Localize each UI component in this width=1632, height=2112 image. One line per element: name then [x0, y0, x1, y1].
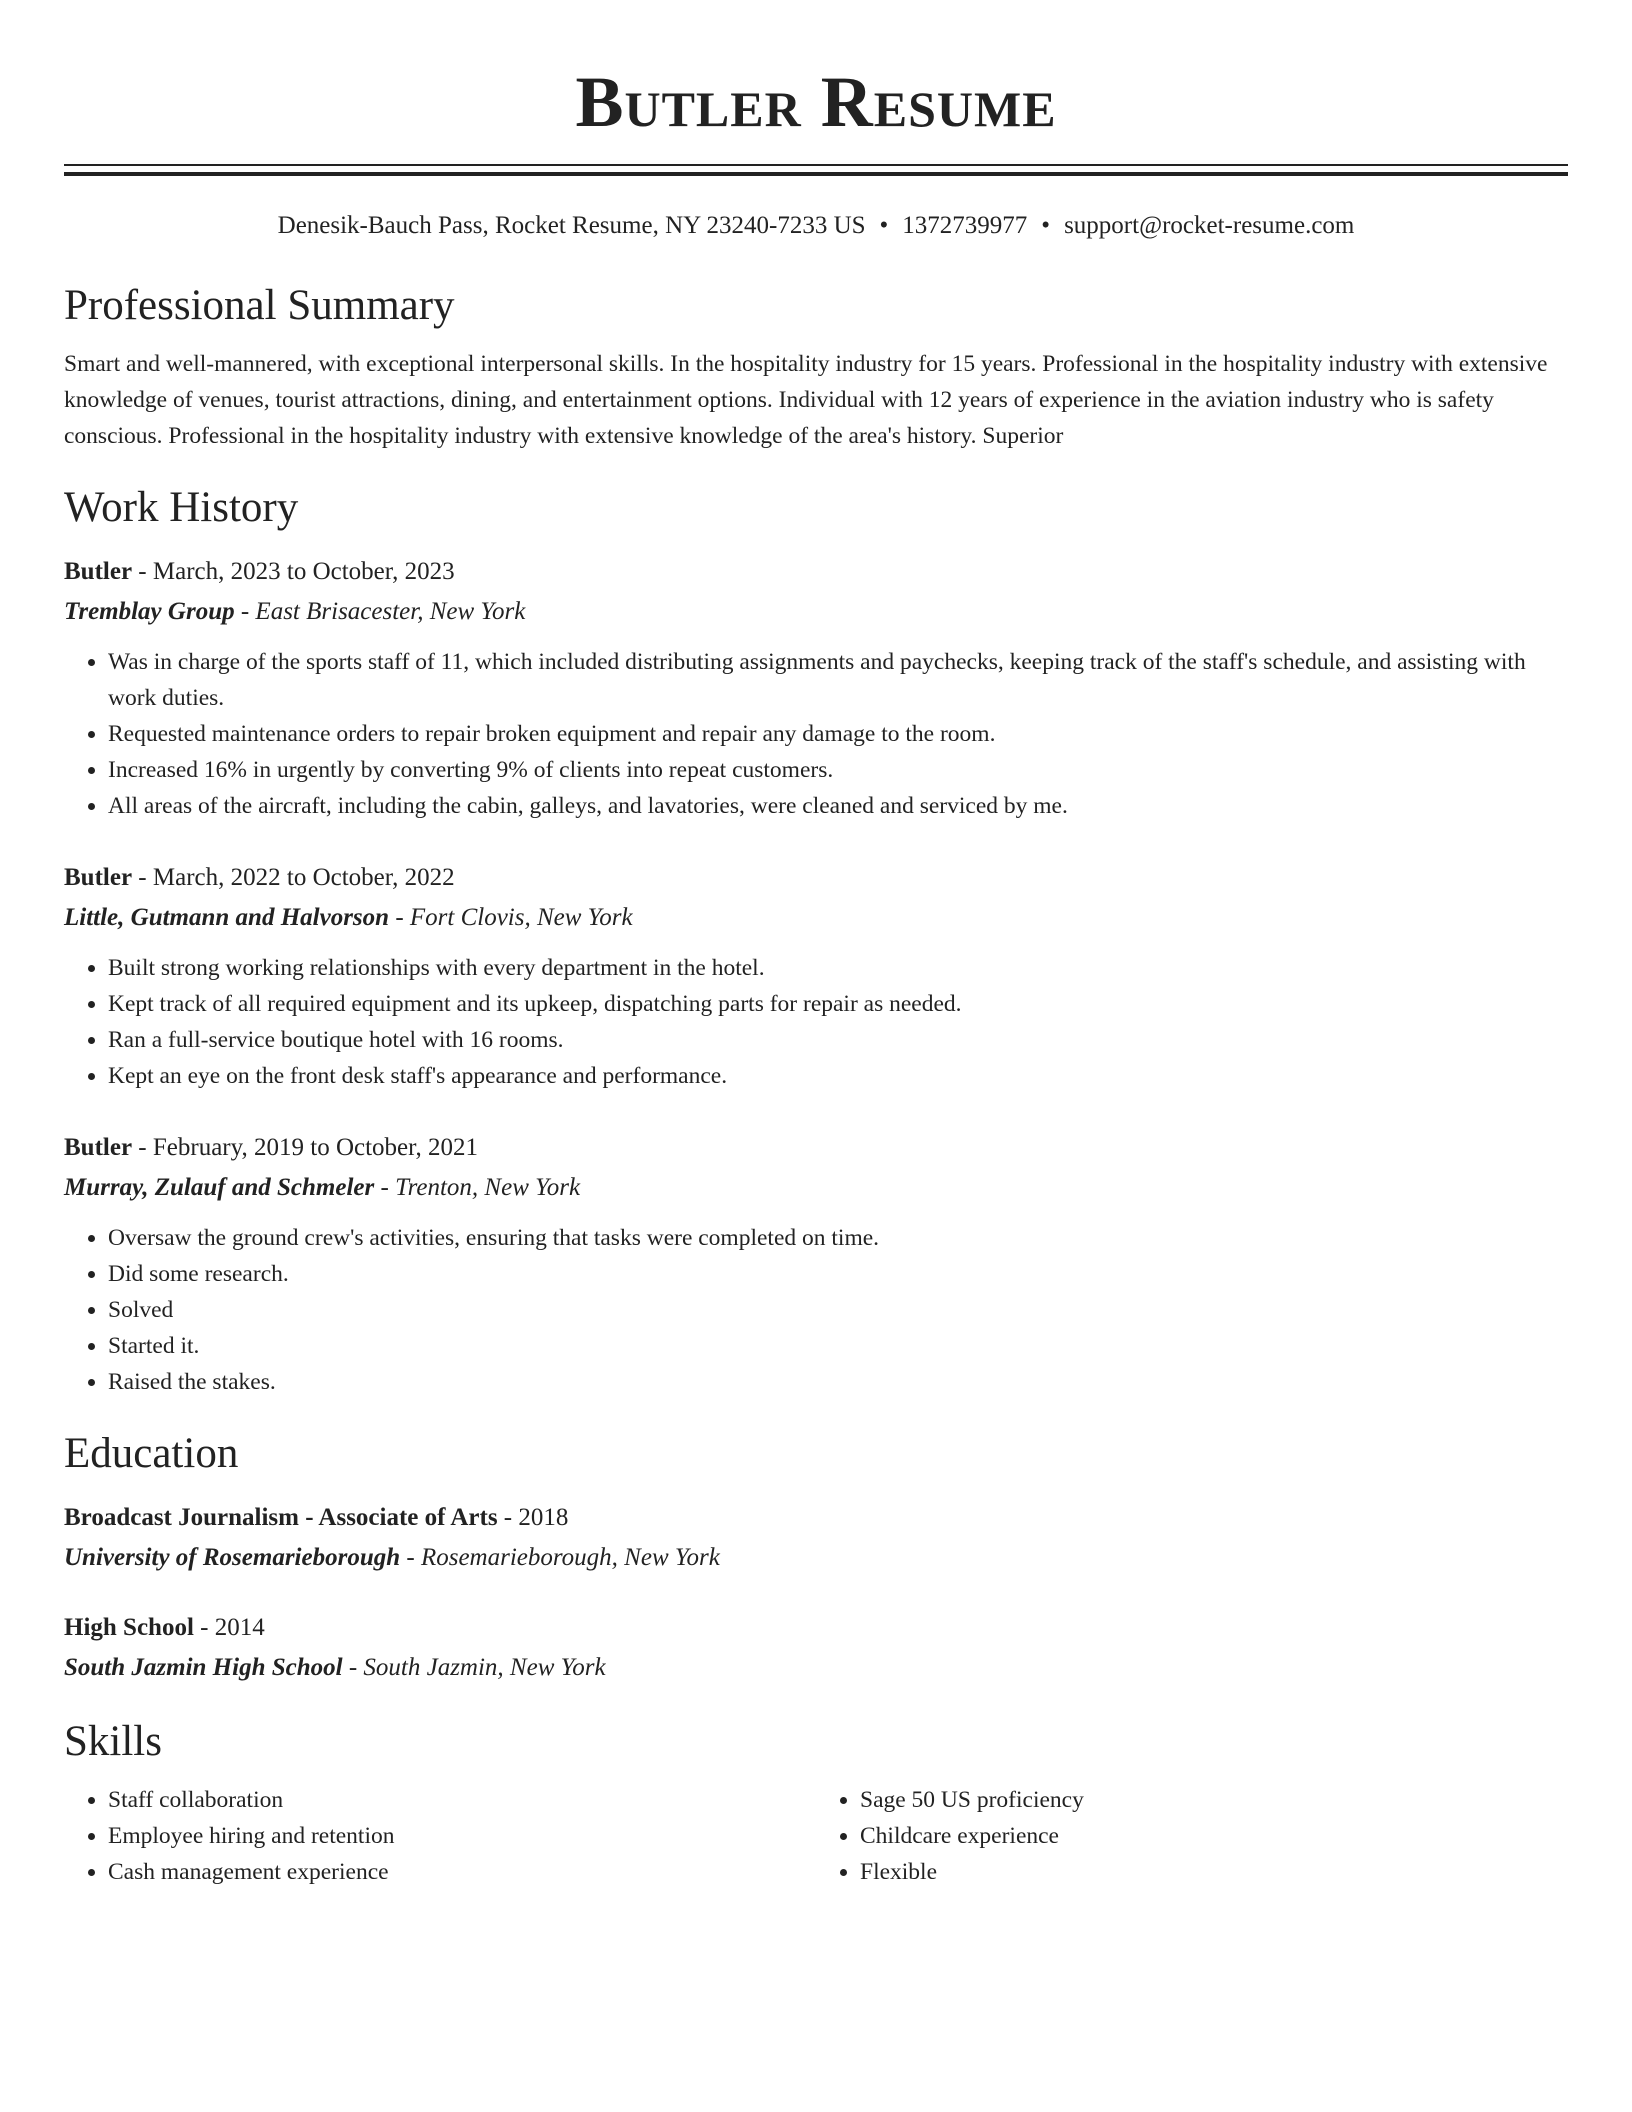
job-company: Tremblay Group — [64, 598, 235, 625]
school-line — [64, 1648, 1568, 1688]
graduation-year: 2018 — [518, 1504, 569, 1531]
job-dates: March, 2023 to October, 2023 — [152, 558, 455, 585]
dash: - — [132, 864, 153, 891]
job-bullets — [64, 644, 1568, 824]
list-item: • Increased 16% in urgently by converting 9% of clients into repeat customers. — [108, 752, 1568, 788]
school-location: South Jazmin, New York — [363, 1654, 606, 1681]
degree: High School — [64, 1614, 194, 1641]
summary-text: Smart and well-mannered, with exceptional interpersonal skills. In the hospitality industry for 15 years. Professional in the hospitality industry with extensive knowledge of venues, tourist attractions, dining, and entertainment options. Individual with 12 years of experience in the aviation industry who is safety conscious. Professional in the hospitality industry with extensive knowledge of the area's history. Superior — [64, 351, 1548, 449]
list-item: • Kept an eye on the front desk staff's appearance and performance. — [108, 1058, 1568, 1094]
list-item: • Requested maintenance orders to repair broken equipment and repair any damage to the room. — [108, 716, 1568, 752]
job-company-line — [64, 1168, 1568, 1208]
list-item: • Started it. — [108, 1328, 1568, 1364]
list-item: • Staff collaboration — [108, 1782, 816, 1818]
resume-title: Butler Resume — [575, 62, 1057, 142]
dash: - — [374, 1174, 396, 1201]
education-entry — [64, 1498, 1568, 1578]
skills-heading: Skills — [64, 1718, 162, 1765]
list-item: • Kept track of all required equipment and its upkeep, dispatching parts for repair as needed. — [108, 986, 1568, 1022]
degree-line — [64, 1608, 1568, 1648]
summary-heading: Professional Summary — [64, 282, 455, 329]
job-company-line — [64, 592, 1568, 632]
job-title: Butler — [64, 558, 133, 585]
school-name: University of Rosemarieborough — [64, 1544, 401, 1571]
work-history-heading: Work History — [64, 484, 299, 531]
school-line — [64, 1538, 1568, 1578]
skills-list-right — [816, 1782, 1568, 1890]
education-entry — [64, 1608, 1568, 1688]
job-bullets — [64, 950, 1568, 1094]
job-company-line — [64, 898, 1568, 938]
job-title-line — [64, 1128, 1568, 1168]
title-divider — [64, 164, 1568, 176]
job-entry — [64, 1128, 1568, 1400]
dash: - — [400, 1544, 421, 1571]
job-title-line — [64, 552, 1568, 592]
degree: Broadcast Journalism - Associate of Arts — [64, 1504, 498, 1531]
list-item: • All areas of the aircraft, including the cabin, galleys, and lavatories, were cleaned and serviced by me. — [108, 788, 1568, 824]
dash: - — [132, 1134, 153, 1161]
contact-phone: 1372739977 — [902, 212, 1028, 239]
job-location: Fort Clovis, New York — [409, 904, 633, 931]
list-item: • Childcare experience — [860, 1818, 1568, 1854]
job-location: East Brisacester, New York — [255, 598, 526, 625]
school-location: Rosemarieborough, New York — [420, 1544, 720, 1571]
job-location: Trenton, New York — [395, 1174, 581, 1201]
list-item: • Raised the stakes. — [108, 1364, 1568, 1400]
skills-list-left — [64, 1782, 816, 1890]
list-item: • Was in charge of the sports staff of 11, which included distributing assignments and paychecks, keeping track of the staff's schedule, and assisting with work duties. — [108, 644, 1568, 716]
dash: - — [132, 558, 153, 585]
list-item: • Cash management experience — [108, 1854, 816, 1890]
list-item: • Did some research. — [108, 1256, 1568, 1292]
contact-line — [64, 210, 1568, 242]
list-item: • Solved — [108, 1292, 1568, 1328]
degree-line — [64, 1498, 1568, 1538]
graduation-year: 2014 — [214, 1614, 265, 1641]
dash: - — [234, 598, 256, 625]
list-item: • Oversaw the ground crew's activities, ensuring that tasks were completed on time. — [108, 1220, 1568, 1256]
list-item: • Ran a full-service boutique hotel with 16 rooms. — [108, 1022, 1568, 1058]
list-item: • Flexible — [860, 1854, 1568, 1890]
job-bullets — [64, 1220, 1568, 1400]
list-item: • Sage 50 US proficiency — [860, 1782, 1568, 1818]
job-company: Little, Gutmann and Halvorson — [64, 904, 390, 931]
education-heading: Education — [64, 1430, 239, 1477]
dash: - — [497, 1504, 519, 1531]
job-entry — [64, 552, 1568, 824]
job-entry — [64, 858, 1568, 1094]
list-item: • Built strong working relationships with every department in the hotel. — [108, 950, 1568, 986]
contact-separator: • — [1041, 212, 1051, 239]
job-title: Butler — [64, 1134, 133, 1161]
job-title: Butler — [64, 864, 133, 891]
skills-columns — [64, 1782, 1568, 1890]
contact-address: Denesik-Bauch Pass, Rocket Resume, NY 23240-7233 US — [277, 212, 866, 239]
job-title-line — [64, 858, 1568, 898]
job-company: Murray, Zulauf and Schmeler — [64, 1174, 375, 1201]
job-dates: March, 2022 to October, 2022 — [152, 864, 455, 891]
dash: - — [389, 904, 410, 931]
job-dates: February, 2019 to October, 2021 — [152, 1134, 478, 1161]
list-item: • Employee hiring and retention — [108, 1818, 816, 1854]
contact-email: support@rocket-resume.com — [1064, 212, 1355, 239]
dash: - — [342, 1654, 364, 1681]
school-name: South Jazmin High School — [64, 1654, 343, 1681]
contact-separator: • — [879, 212, 889, 239]
dash: - — [193, 1614, 215, 1641]
